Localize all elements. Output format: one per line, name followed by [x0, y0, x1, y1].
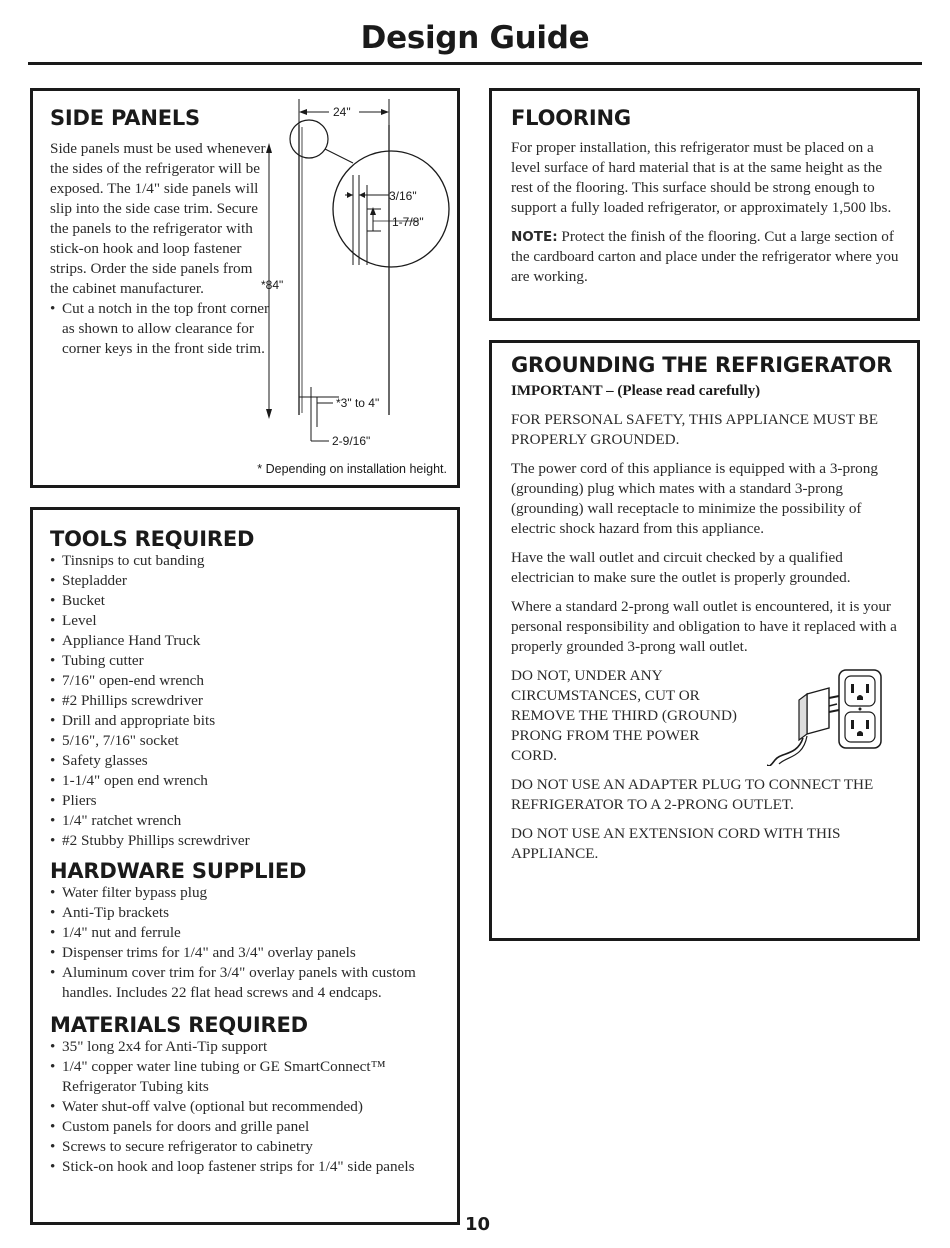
list-item: • Appliance Hand Truck [50, 631, 445, 651]
flooring-section [489, 88, 920, 321]
plug-warning-block [511, 666, 903, 766]
note-text: Protect the finish of the flooring. Cut a large section of the cardboard carton and place under the refrigerator where you are working. [511, 228, 899, 286]
list-item: • Screws to secure refrigerator to cabinetry [50, 1137, 445, 1157]
materials-required-heading: MATERIALS REQUIRED [50, 1013, 308, 1038]
list-item: • Stick-on hook and loop fastener strips for 1/4" side panels [50, 1157, 445, 1177]
list-item: • 1/4" copper water line tubing or GE SmartConnect™ Refrigerator Tubing kits [50, 1057, 445, 1097]
list-item: • Safety glasses [50, 751, 445, 771]
hardware-list [50, 883, 445, 1003]
note-label: NOTE: [511, 229, 558, 246]
list-item: • Tinsnips to cut banding [50, 551, 445, 571]
list-item: • Bucket [50, 591, 445, 611]
side-panel-diagram [259, 97, 459, 457]
list-item: • #2 Stubby Phillips screwdriver [50, 831, 445, 851]
dim-one-seven-eighths: 1-7/8" [392, 215, 424, 229]
page-number: 10 [465, 1214, 491, 1235]
list-item: • Stepladder [50, 571, 445, 591]
tools-section [30, 507, 460, 1225]
list-item: • Level [50, 611, 445, 631]
dim-three-sixteenths: 3/16" [389, 189, 417, 203]
important-label: IMPORTANT – (Please read carefully) [511, 383, 761, 400]
tools-required-heading: TOOLS REQUIRED [50, 527, 255, 551]
list-item: • Drill and appropriate bits [50, 711, 445, 731]
grounding-paragraph: FOR PERSONAL SAFETY, THIS APPLIANCE MUST BE PROPERLY GROUNDED. [511, 411, 878, 449]
list-item: • Water shut-off valve (optional but recommended) [50, 1097, 445, 1117]
grounding-warning: DO NOT USE AN EXTENSION CORD WITH THIS APPLIANCE. [511, 825, 841, 863]
list-item: • Custom panels for doors and grille panel [50, 1117, 445, 1137]
list-item: • 1-1/4" open end wrench [50, 771, 445, 791]
list-item: • 35" long 2x4 for Anti-Tip support [50, 1037, 445, 1057]
list-item: • 5/16", 7/16" socket [50, 731, 445, 751]
dim-two-nine-sixteenths: 2-9/16" [332, 434, 371, 448]
page-title: Design Guide [360, 20, 590, 56]
dim-width: 24" [333, 105, 351, 119]
side-panels-text [50, 139, 272, 359]
grounding-warning: DO NOT, UNDER ANY CIRCUMSTANCES, CUT OR REMOVE THE THIRD (GROUND) PRONG FROM THE POWER CORD. [511, 667, 737, 765]
grounded-plug-icon [767, 666, 887, 766]
flooring-body: For proper installation, this refrigerator must be placed on a level surface of hard material that is at the same height as the rest of the flooring. This surface should be strong enough to support a fully loaded refrigerator, or approximately 1,500 lbs. [511, 139, 892, 217]
materials-list [50, 1037, 445, 1177]
dim-height: *84" [261, 278, 284, 292]
hardware-supplied-heading: HARDWARE SUPPLIED [50, 859, 307, 884]
dim-three-to-four: *3" to 4" [336, 396, 380, 410]
side-panels-body: Side panels must be used whenever the sides of the refrigerator will be exposed. The 1/4" side panels will slip into the side case trim. Secure the panels to the refrigerator with stick-on hook and loop fastener strips. Order the side panels from the cabinet manufacturer. [50, 140, 266, 297]
list-item: • Pliers [50, 791, 445, 811]
list-item: • #2 Phillips screwdriver [50, 691, 445, 711]
side-panels-bullets [50, 299, 272, 359]
grounding-paragraph: Where a standard 2-prong wall outlet is encountered, it is your personal responsibility and obligation to have it replaced with a properly grounded 3-prong wall outlet. [511, 598, 897, 656]
flooring-note [511, 227, 903, 287]
title-rule [28, 62, 922, 65]
list-item: • 1/4" nut and ferrule [50, 923, 445, 943]
list-item: • 7/16" open-end wrench [50, 671, 445, 691]
list-item: • Aluminum cover trim for 3/4" overlay panels with custom handles. Includes 22 flat head screws and 4 endcaps. [50, 963, 445, 1003]
grounding-section [489, 340, 920, 941]
list-item: • Anti-Tip brackets [50, 903, 445, 923]
list-item: • Water filter bypass plug [50, 883, 445, 903]
side-panels-section [30, 88, 460, 488]
grounding-paragraph: Have the wall outlet and circuit checked by a qualified electrician to make sure the outlet is properly grounded. [511, 549, 851, 587]
side-panels-heading: SIDE PANELS [50, 106, 200, 130]
list-item: • Dispenser trims for 1/4" and 3/4" overlay panels [50, 943, 445, 963]
list-item: • Tubing cutter [50, 651, 445, 671]
side-panels-footnote: * Depending on installation height. [257, 462, 447, 476]
side-panels-bullet: • Cut a notch in the top front corner as shown to allow clearance for corner keys in the front side trim. [50, 299, 272, 359]
tools-list [50, 551, 445, 851]
grounding-paragraph: The power cord of this appliance is equipped with a 3-prong (grounding) plug which mates with a standard 3-prong (grounding) wall receptacle to minimize the possibility of electric shock hazard from this appliance. [511, 460, 878, 538]
flooring-heading: FLOORING [511, 106, 631, 130]
list-item: • 1/4" ratchet wrench [50, 811, 445, 831]
grounding-warning: DO NOT USE AN ADAPTER PLUG TO CONNECT THE REFRIGERATOR TO A 2-PRONG OUTLET. [511, 776, 874, 814]
grounding-heading: GROUNDING THE REFRIGERATOR [511, 353, 893, 377]
